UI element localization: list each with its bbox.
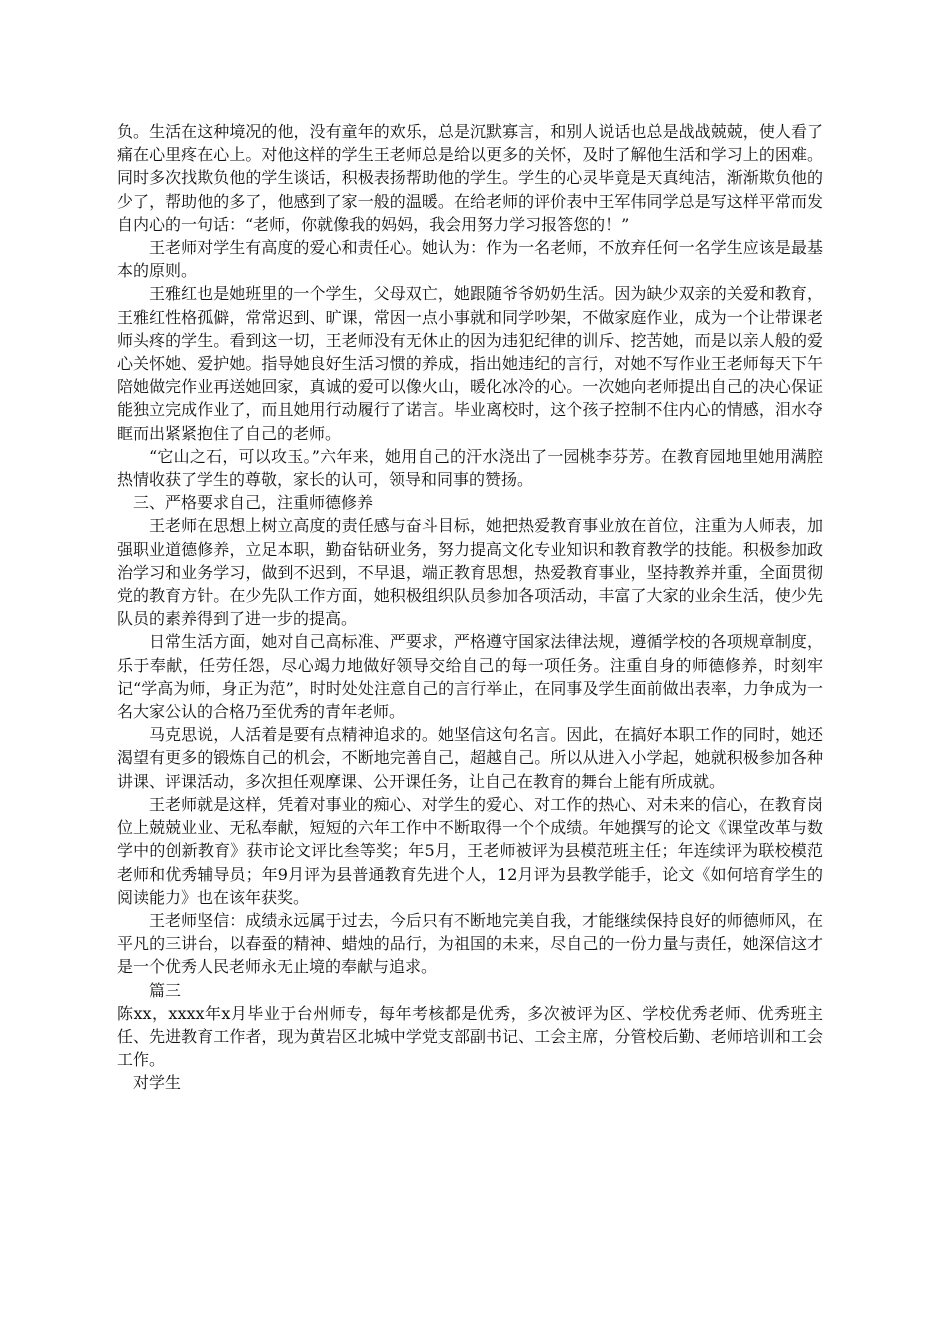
paragraph: 王老师在思想上树立高度的责任感与奋斗目标，她把热爱教育事业放在首位，注重为人师表，加强职业道德修养，立足本职，勤奋钻研业务，努力提高文化专业知识和教育教学的技能。积极参加政治学习和业务学习，做到不迟到，不早退，端正教育思想，热爱教育事业，坚持教养并重，全面贯彻党的教育方针。在少先队工作方面，她积极组织队员参加各项活动，丰富了大家的业余生活，使少先队员的素养得到了进一步的提高。: [117, 516, 823, 629]
paragraph: “它山之石，可以攻玉。”六年来，她用自己的汗水浇出了一园桃李芬芳。在教育园地里她用满腔热情收获了学生的尊敬，家长的认可，领导和同事的赞扬。: [117, 446, 823, 490]
paragraph: 马克思说，人活着是要有点精神追求的。她坚信这句名言。因此，在搞好本职工作的同时，她还渴望有更多的锻炼自己的机会，不断地完善自己，超越自己。所以从进入小学起，她就积极参加各种讲课、评课活动，多次担任观摩课、公开课任务，让自己在教育的舞台上能有所成就。: [117, 725, 823, 791]
section-heading: 篇三: [149, 980, 182, 1000]
paragraph: 对学生: [133, 1073, 182, 1093]
paragraph: 王雅红也是她班里的一个学生，父母双亡，她跟随爷爷奶奶生活。因为缺少双亲的关爱和教育，王雅红性格孤僻，常常迟到、旷课，常因一点小事就和同学吵架，不做家庭作业，成为一个让带课老师头疼的学生。看到这一切，王老师没有无休止的因为违犯纪律的训斥、挖苦她，而是以亲人般的爱心关怀她、爱护她。指导她良好生活习惯的养成，指出她违纪的言行，对她不写作业王老师每天下午陪她做完作业再送她回家，真诚的爱可以像火山，暖化冰冷的心。一次她向老师提出自己的决心保证能独立完成作业了，而且她用行动履行了诺言。毕业离校时，这个孩子控制不住内心的情感，泪水夺眶而出紧紧抱住了自己的老师。: [117, 284, 823, 443]
paragraph: 陈xx，xxxx年x月毕业于台州师专，每年考核都是优秀，多次被评为区、学校优秀老师、优秀班主任、先进教育工作者，现为黄岩区北城中学党支部副书记、工会主席，分管校后勤、老师培训和工会工作。: [117, 1003, 823, 1070]
section-heading: 三、严格要求自己，注重师德修养: [133, 493, 374, 513]
paragraph: 王老师对学生有高度的爱心和责任心。她认为：作为一名老师，不放弃任何一名学生应该是最基本的原则。: [117, 238, 823, 281]
paragraph-continuation: 负。生活在这种境况的他，没有童年的欢乐，总是沉默寡言，和别人说话也总是战战兢兢，使人看了痛在心里疼在心上。对他这样的学生王老师总是给以更多的关怀，及时了解他生活和学习上的困难。同时多次找欺负他的学生谈话，积极表扬帮助他的学生。学生的心灵毕竟是天真纯洁，渐渐欺负他的少了，帮助他的多了，他感到了家一般的温暖。在给老师的评价表中王军伟同学总是写这样平常而发自内心的一句话：“老师，你就像我的妈妈，我会用努力学习报答您的！”: [117, 122, 823, 234]
paragraph: 王老师就是这样，凭着对事业的痴心、对学生的爱心、对工作的热心、对未来的信心，在教育岗位上兢兢业业、无私奉献，短短的六年工作中不断取得一个个成绩。年她撰写的论文《课堂改革与数学中的创新教育》获市论文评比叁等奖；年5月，王老师被评为县模范班主任；年连续评为联校模范老师和优秀辅导员；年9月评为县普通教育先进个人，12月评为县教学能手，论文《如何培育学生的阅读能力》也在该年获奖。: [117, 794, 823, 907]
document-body: [117, 120, 823, 1095]
paragraph: 王老师坚信：成绩永远属于过去，今后只有不断地完美自我，才能继续保持良好的师德师风，在平凡的三讲台，以春蚕的精神、蜡烛的品行，为祖国的未来，尽自己的一份力量与责任，她深信这才是一个优秀人民老师永无止境的奉献与追求。: [117, 910, 823, 977]
paragraph: 日常生活方面，她对自己高标准、严要求，严格遵守国家法律法规，遵循学校的各项规章制度，乐于奉献，任劳任怨，尽心竭力地做好领导交给自己的每一项任务。注重自身的师德修养，时刻牢记“学高为师，身正为范”，时时处处注意自己的言行举止，在同事及学生面前做出表率，力争成为一名大家公认的合格乃至优秀的青年老师。: [117, 632, 823, 722]
